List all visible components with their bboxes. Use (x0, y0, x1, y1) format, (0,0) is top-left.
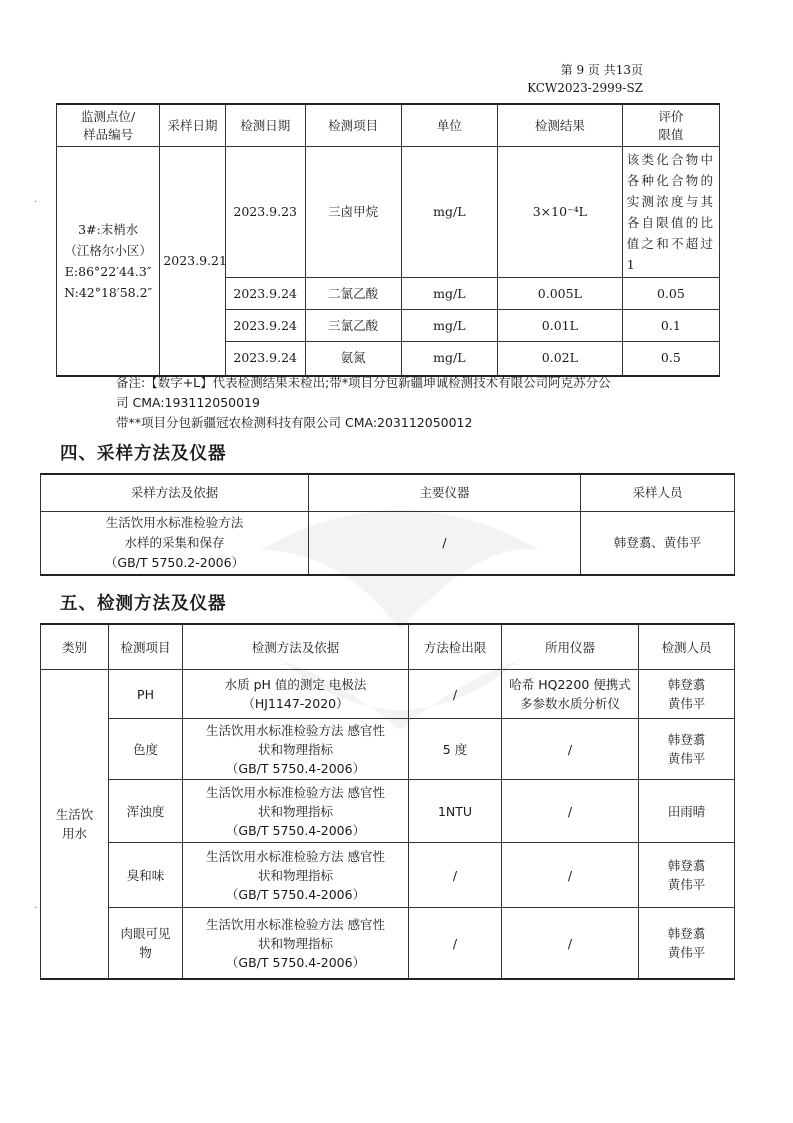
item-cell: 臭和味 (109, 843, 183, 908)
category-cell: 生活饮 用水 (41, 670, 109, 980)
limit-cell: 0.5 (622, 342, 719, 376)
limit-cell: 0.1 (622, 310, 719, 342)
result-cell: 0.01L (497, 310, 622, 342)
col-header-staff: 检测人员 (639, 624, 735, 670)
result-cell: 0.005L (497, 278, 622, 310)
item-cell: 色度 (109, 719, 183, 780)
method-cell: 生活饮用水标准检验方法 感官性 状和物理指标 （GB/T 5750.4-2006） (183, 780, 409, 843)
note-line: 司 CMA:193112050019 (116, 395, 260, 410)
table-row (41, 670, 735, 719)
instrument-cell: / (502, 780, 639, 843)
col-header-category: 类别 (41, 624, 109, 670)
instrument-cell: / (502, 719, 639, 780)
detection-limit-cell: 1NTU (409, 780, 502, 843)
table-row (41, 512, 735, 576)
staff-cell: 田雨晴 (639, 780, 735, 843)
test-date-cell: 2023.9.23 (225, 147, 305, 278)
test-item-cell: 二氯乙酸 (305, 278, 401, 310)
sampling-table (40, 473, 735, 576)
testing-header-row (41, 624, 735, 670)
unit-cell: mg/L (401, 342, 497, 376)
sampling-date-cell: 2023.9.21 (160, 147, 225, 376)
site-cell: 3#:末梢水 （江格尔小区） E:86°22′44.3″ N:42°18′58.2″ (57, 147, 160, 376)
col-header-limit: 评价 限值 (622, 104, 719, 147)
detection-limit-cell: / (409, 843, 502, 908)
unit-cell: mg/L (401, 147, 497, 278)
testing-methods-table (40, 623, 735, 980)
result-cell: 3×10⁻⁴L (497, 147, 622, 278)
limit-cell: 该类化合物中各种化合物的实测浓度与其各自限值的比值之和不超过1 (622, 147, 719, 278)
method-cell: 生活饮用水标准检验方法 感官性 状和物理指标 （GB/T 5750.4-2006） (183, 843, 409, 908)
unit-cell: mg/L (401, 278, 497, 310)
col-header-detection-limit: 方法检出限 (409, 624, 502, 670)
item-cell: 浑浊度 (109, 780, 183, 843)
result-cell: 0.02L (497, 342, 622, 376)
method-cell: 生活饮用水标准检验方法 水样的采集和保存 （GB/T 5750.2-2006） (41, 512, 309, 576)
staff-cell: 韩登翥 黄伟平 (639, 843, 735, 908)
unit-cell: mg/L (401, 310, 497, 342)
col-header-unit: 单位 (401, 104, 497, 147)
instrument-cell: 哈希 HQ2200 便携式 多参数水质分析仪 (502, 670, 639, 719)
test-date-cell: 2023.9.24 (225, 342, 305, 376)
staff-cell: 韩登翥、黄伟平 (581, 512, 735, 576)
report-number: KCW2023-2999-SZ (527, 81, 643, 95)
staff-cell: 韩登翥 黄伟平 (639, 908, 735, 980)
item-cell: 肉眼可见 物 (109, 908, 183, 980)
table-row (41, 843, 735, 908)
instrument-cell: / (502, 843, 639, 908)
method-cell: 生活饮用水标准检验方法 感官性 状和物理指标 （GB/T 5750.4-2006） (183, 719, 409, 780)
instrument-cell: / (309, 512, 581, 576)
test-item-cell: 三氯乙酸 (305, 310, 401, 342)
page-indicator: 第 9 页 共13页 (560, 63, 643, 77)
test-date-cell: 2023.9.24 (225, 310, 305, 342)
col-header-test-item: 检测项目 (305, 104, 401, 147)
col-header-sampling-date: 采样日期 (160, 104, 225, 147)
method-cell: 生活饮用水标准检验方法 感官性 状和物理指标 （GB/T 5750.4-2006） (183, 908, 409, 980)
col-header-instrument: 主要仪器 (309, 474, 581, 512)
instrument-cell: / (502, 908, 639, 980)
section-title-testing: 五、检测方法及仪器 (60, 594, 227, 614)
col-header-staff: 采样人员 (581, 474, 735, 512)
method-cell: 水质 pH 值的测定 电极法 （HJ1147-2020） (183, 670, 409, 719)
col-header-instrument: 所用仪器 (502, 624, 639, 670)
col-header-method: 采样方法及依据 (41, 474, 309, 512)
col-header-site: 监测点位/ 样品编号 (57, 104, 160, 147)
section-title-sampling: 四、采样方法及仪器 (60, 444, 227, 464)
results-header-row (57, 104, 720, 147)
sampling-header-row (41, 474, 735, 512)
col-header-method: 检测方法及依据 (183, 624, 409, 670)
test-date-cell: 2023.9.24 (225, 278, 305, 310)
table-row (41, 780, 735, 843)
item-cell: PH (109, 670, 183, 719)
note-line: 备注:【数字+L】代表检测结果未检出;带*项目分包新疆坤诚检测技术有限公司阿克苏分公 (116, 375, 611, 390)
margin-mark: · (34, 903, 38, 914)
test-item-cell: 氨氮 (305, 342, 401, 376)
results-table (56, 103, 720, 377)
table-row (57, 147, 720, 278)
table-row (41, 719, 735, 780)
col-header-test-date: 检测日期 (225, 104, 305, 147)
col-header-item: 检测项目 (109, 624, 183, 670)
margin-mark: · (34, 197, 38, 208)
test-item-cell: 三卤甲烷 (305, 147, 401, 278)
staff-cell: 韩登翥 黄伟平 (639, 719, 735, 780)
note-line: 带**项目分包新疆冠农检测科技有限公司 CMA:203112050012 (116, 415, 473, 430)
detection-limit-cell: / (409, 908, 502, 980)
detection-limit-cell: / (409, 670, 502, 719)
col-header-result: 检测结果 (497, 104, 622, 147)
table-row (41, 908, 735, 980)
staff-cell: 韩登翥 黄伟平 (639, 670, 735, 719)
detection-limit-cell: 5 度 (409, 719, 502, 780)
limit-cell: 0.05 (622, 278, 719, 310)
